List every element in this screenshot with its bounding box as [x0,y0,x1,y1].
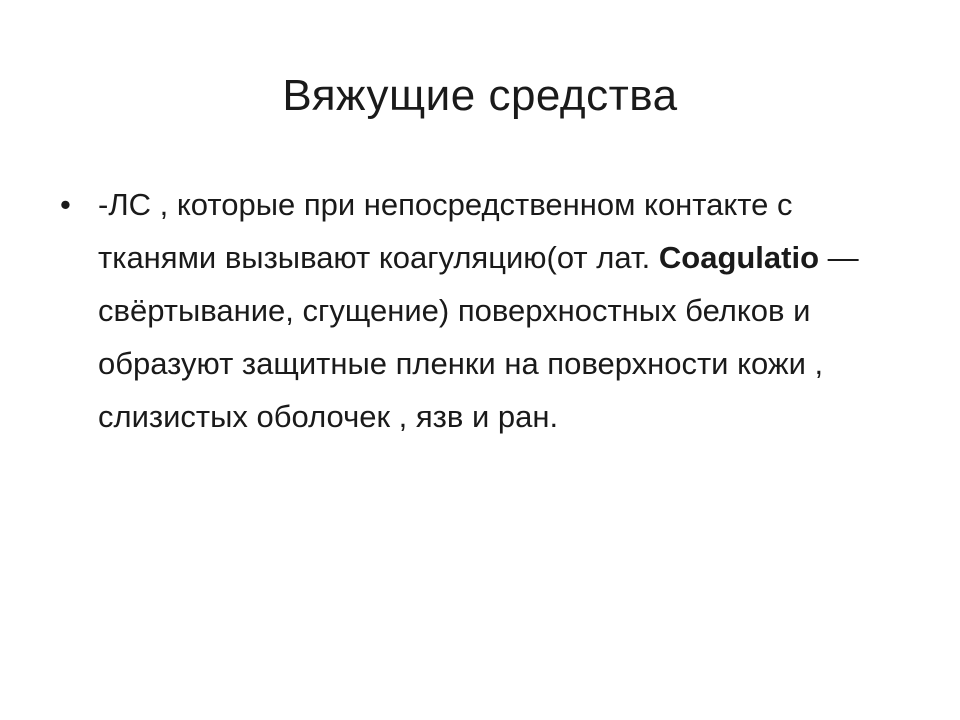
bullet-text-after: — свёртывание, сгущение) поверхностных белков и образуют защитные пленки на поверхности кожи , слизистых оболочек , язв и ран. [98,240,859,434]
bullet-list [60,178,880,443]
bullet-text-before: -ЛС , которые при непосредственном контакте с тканями вызывают коагуляцию(от лат. [98,187,793,275]
list-item [60,178,880,443]
bullet-icon: • [60,187,71,222]
latin-term: Coagulatio [658,240,820,275]
slide-title: Вяжущие средства [282,71,678,120]
